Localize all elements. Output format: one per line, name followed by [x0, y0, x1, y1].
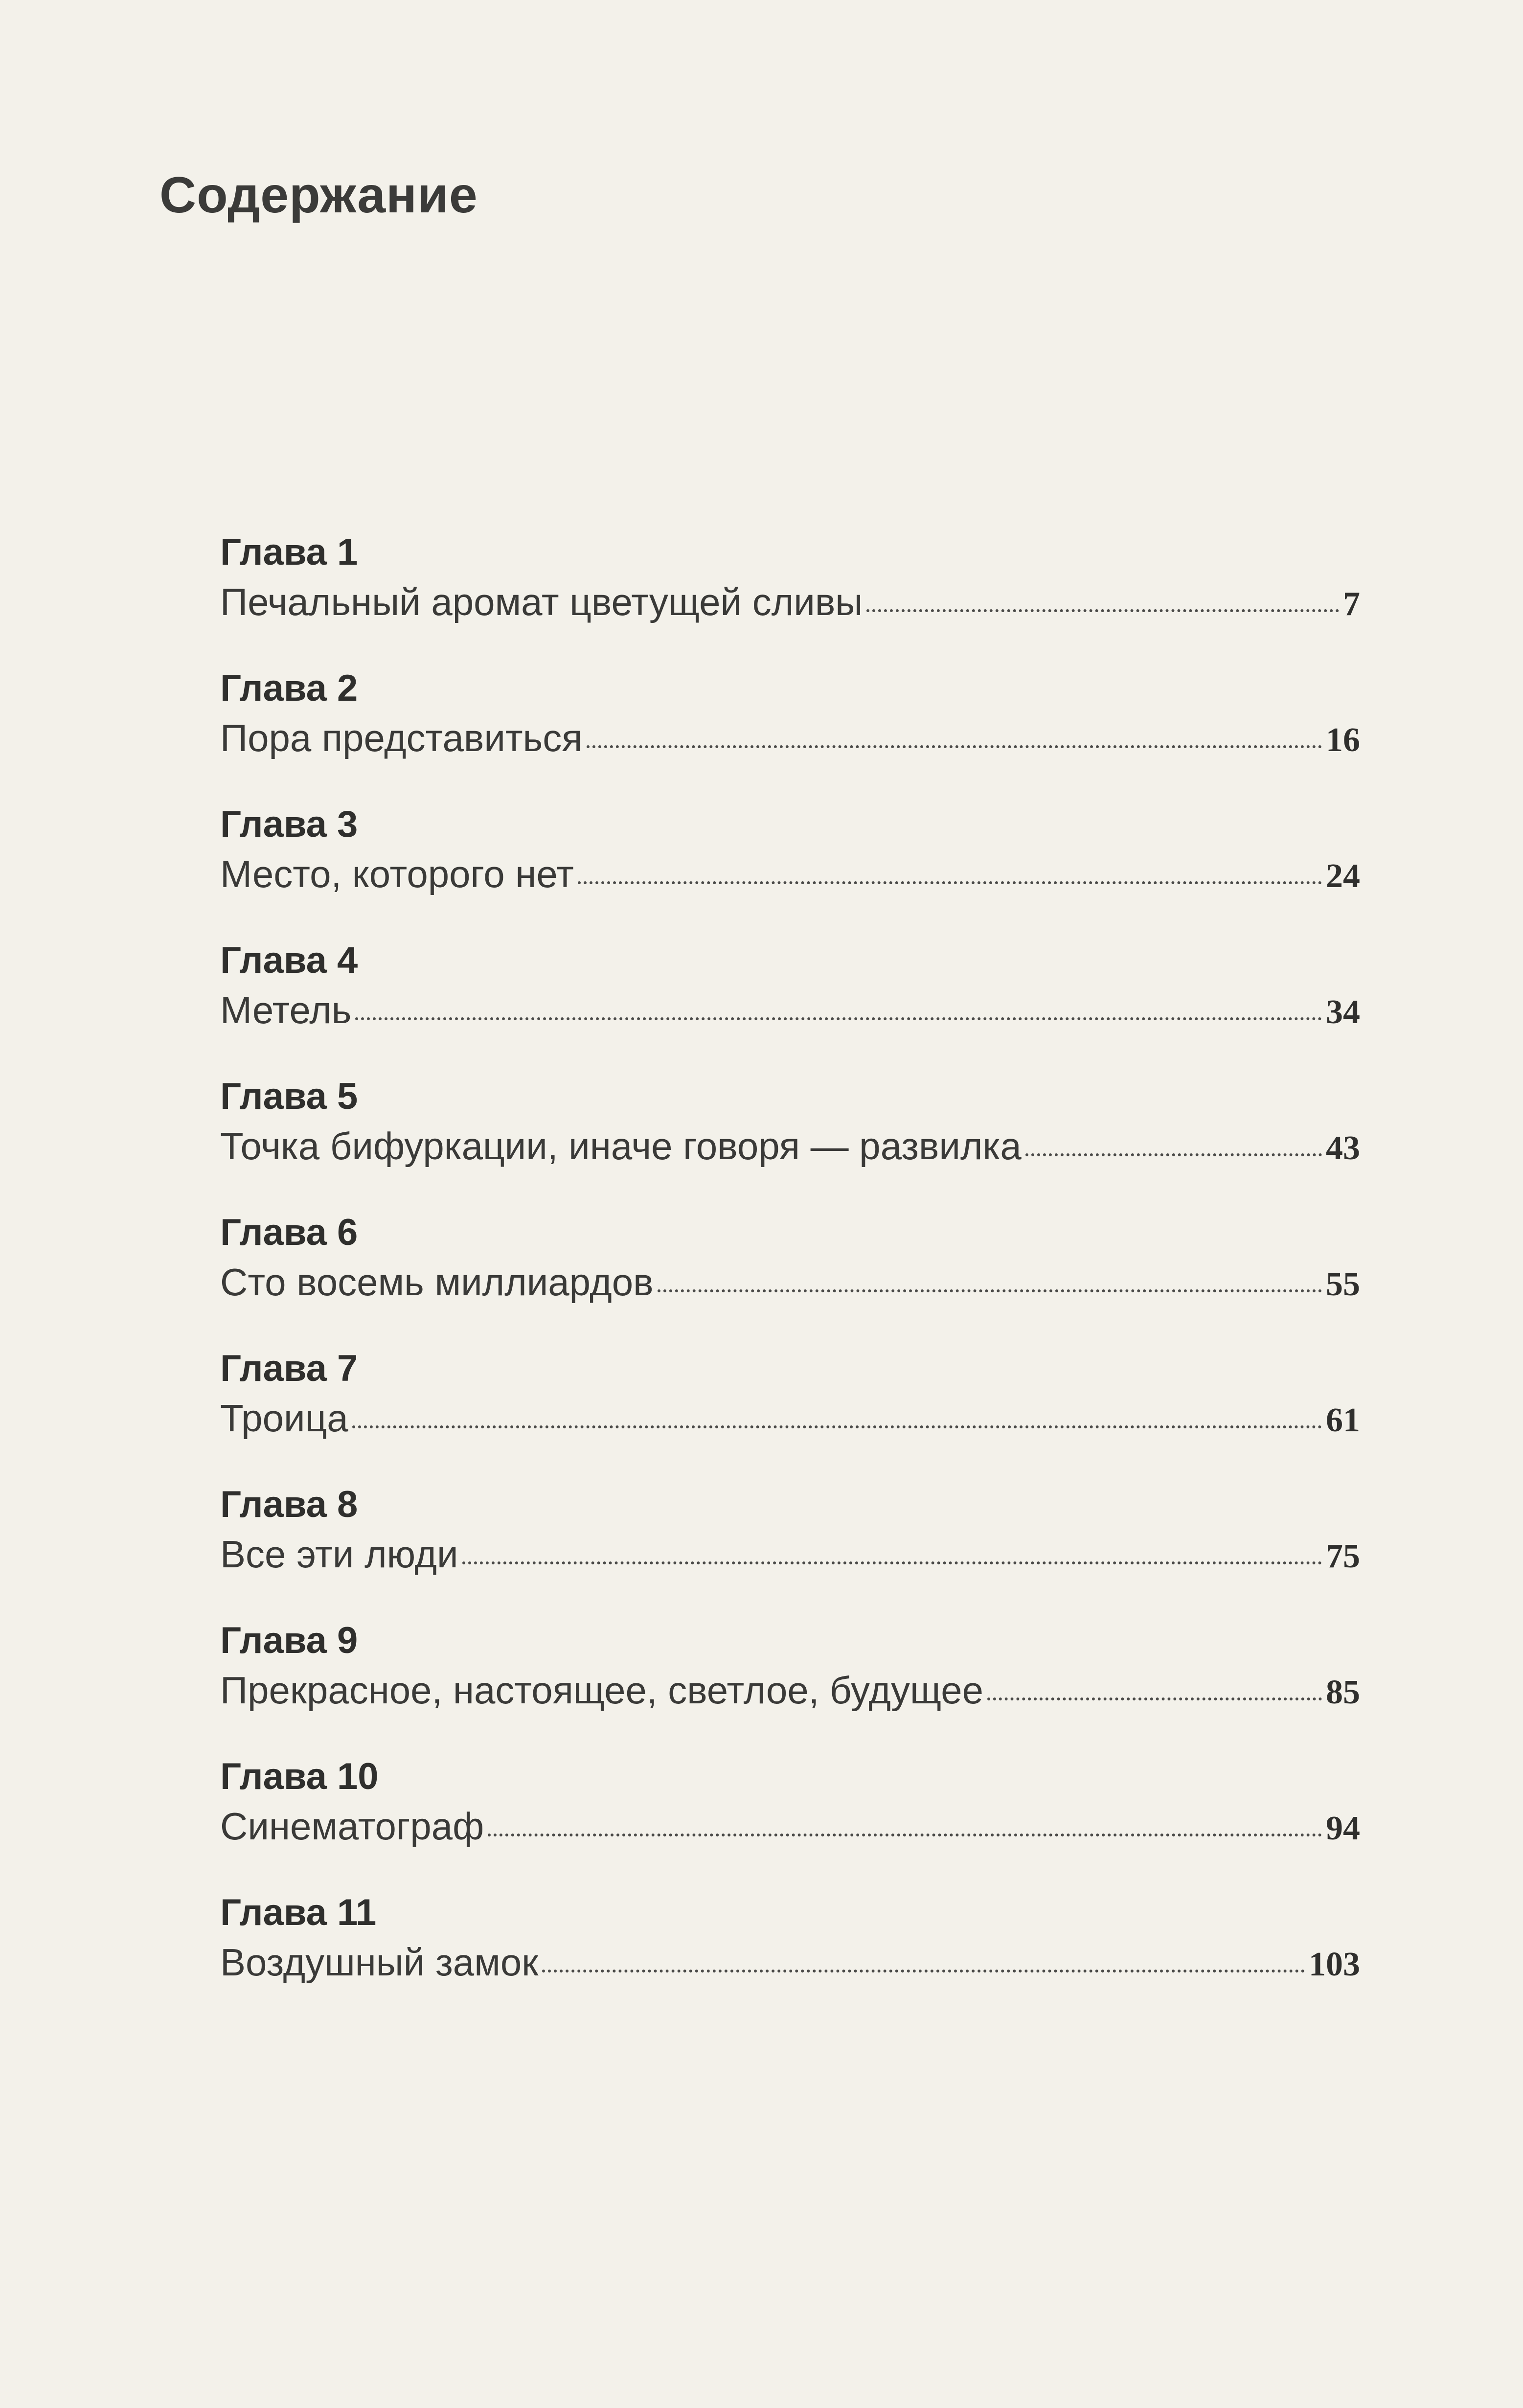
toc-entry — [220, 803, 1360, 939]
toc-line — [220, 1940, 1360, 1985]
toc-entry — [220, 1075, 1360, 1211]
page-number: 61 — [1326, 1401, 1360, 1439]
chapter-number: Глава 9 — [220, 1620, 358, 1661]
chapter-title: Все эти люди — [220, 1533, 458, 1576]
dot-leader — [352, 1425, 1322, 1428]
toc-entry — [220, 1619, 1360, 1755]
chapter-number: Глава 8 — [220, 1484, 358, 1525]
dot-leader — [987, 1697, 1322, 1700]
dot-leader — [355, 1017, 1322, 1020]
chapter-number: Глава 6 — [220, 1212, 358, 1253]
chapter-title: Троица — [220, 1397, 348, 1440]
chapter-number: Глава 10 — [220, 1756, 379, 1797]
toc-entry — [220, 1891, 1360, 2027]
toc-line — [220, 1532, 1360, 1577]
dot-leader — [542, 1970, 1305, 1972]
toc-entry — [220, 1755, 1360, 1891]
page-number: 55 — [1326, 1265, 1360, 1303]
toc-line — [220, 1396, 1360, 1441]
page-title: Содержание — [159, 167, 478, 224]
chapter-title: Прекрасное, настоящее, светлое, будущее — [220, 1669, 983, 1712]
toc-entry — [220, 667, 1360, 803]
chapter-number: Глава 2 — [220, 667, 358, 709]
chapter-title: Сто восемь миллиардов — [220, 1261, 654, 1304]
page-number: 75 — [1326, 1537, 1360, 1575]
page-number: 94 — [1326, 1810, 1360, 1847]
toc-entry — [220, 1483, 1360, 1619]
toc-line — [220, 1804, 1360, 1849]
toc-line — [220, 1124, 1360, 1169]
page-number: 43 — [1326, 1129, 1360, 1167]
page-number: 34 — [1326, 993, 1360, 1031]
dot-leader — [462, 1561, 1322, 1564]
chapter-number: Глава 7 — [220, 1348, 358, 1389]
page-number: 85 — [1326, 1674, 1360, 1711]
table-of-contents — [220, 531, 1360, 2027]
chapter-number: Глава 3 — [220, 803, 358, 845]
toc-line — [220, 716, 1360, 760]
chapter-title: Пора представиться — [220, 716, 583, 759]
chapter-title: Место, которого нет — [220, 852, 574, 895]
dot-leader — [578, 881, 1322, 884]
toc-line — [220, 988, 1360, 1032]
chapter-title: Печальный аромат цветущей сливы — [220, 580, 863, 623]
chapter-number: Глава 4 — [220, 940, 358, 981]
chapter-title: Воздушный замок — [220, 1941, 539, 1984]
dot-leader — [866, 609, 1339, 612]
dot-leader — [488, 1834, 1322, 1836]
dot-leader — [1025, 1153, 1322, 1156]
toc-entry — [220, 1211, 1360, 1347]
chapter-number: Глава 1 — [220, 531, 358, 573]
chapter-title: Точка бифуркации, иначе говоря — развилка — [220, 1124, 1022, 1168]
toc-line — [220, 580, 1360, 624]
page-number: 103 — [1309, 1946, 1360, 1983]
chapter-title: Синематограф — [220, 1805, 484, 1848]
toc-entry — [220, 939, 1360, 1075]
chapter-title: Метель — [220, 988, 352, 1032]
toc-line — [220, 1668, 1360, 1713]
toc-line — [220, 852, 1360, 896]
page-number: 24 — [1326, 857, 1360, 895]
toc-line — [220, 1260, 1360, 1305]
dot-leader — [587, 745, 1322, 748]
page-number: 16 — [1326, 721, 1360, 759]
dot-leader — [658, 1289, 1322, 1292]
page-number: 7 — [1343, 585, 1360, 623]
chapter-number: Глава 11 — [220, 1892, 377, 1933]
toc-entry — [220, 1347, 1360, 1483]
chapter-number: Глава 5 — [220, 1076, 358, 1117]
toc-entry — [220, 531, 1360, 667]
